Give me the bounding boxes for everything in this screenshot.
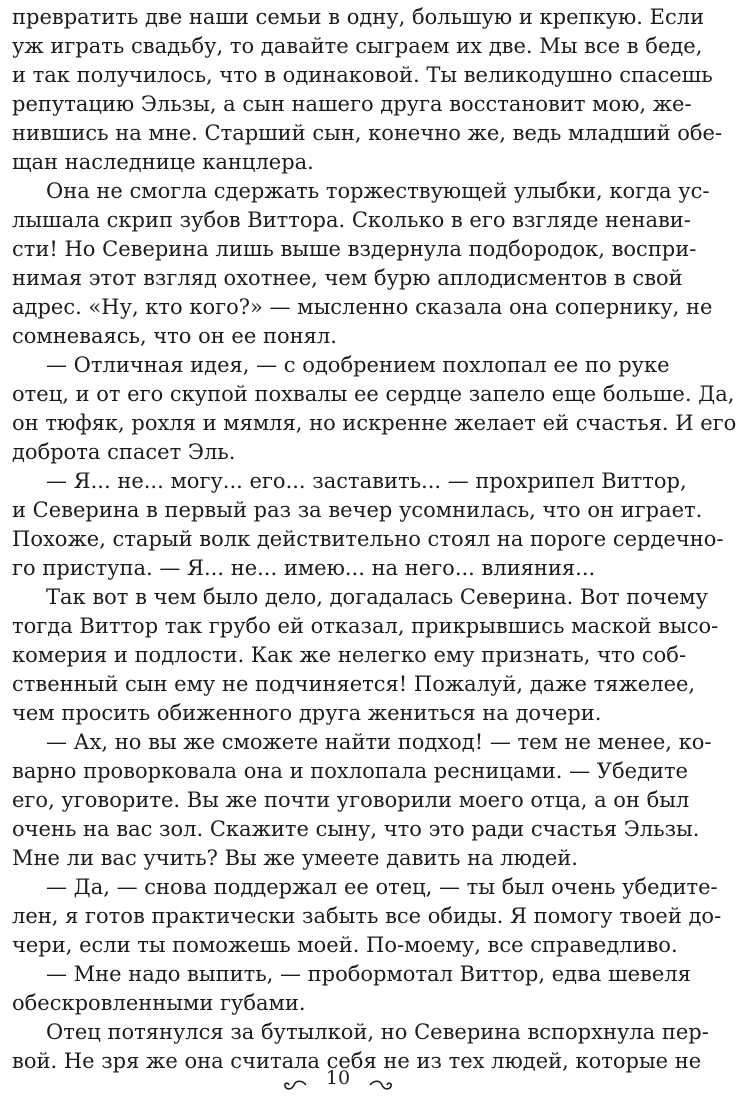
text-line: го приступа. — Я... не... имею... на него... влияния... (12, 556, 596, 580)
text-line: он тюфяк, рохля и мямля, но искренне желает ей счастья. И его (12, 411, 736, 435)
text-line: отец, и от его скупой похвалы ее сердце запело еще больше. Да, (12, 382, 735, 406)
text-line: уж играть свадьбу, то давайте сыграем их две. Мы все в беде, (12, 34, 703, 58)
text-line: превратить две наши семьи в одну, большую и крепкую. Если (12, 5, 705, 29)
text-line: нимая этот взгляд охотнее, чем бурю аплодисментов в свой (12, 266, 683, 290)
text-line: лен, я готов практически забыть все обиды. Я помогу твоей до- (12, 904, 722, 928)
book-page-text (12, 3, 736, 1076)
text-line: нившись на мне. Старший сын, конечно же, ведь младший обе- (12, 121, 723, 145)
text-line: Похоже, старый волк действительно стоял на пороге сердечно- (12, 527, 724, 551)
text-line: доброта спасет Эль. (12, 440, 236, 464)
text-line: Отец потянулся за бутылкой, но Северина вспорхнула пер- (46, 1020, 709, 1044)
text-line: сти! Но Северина лишь выше вздернула подбородок, воспри- (12, 237, 697, 261)
text-line: лышала скрип зубов Виттора. Сколько в его взгляде ненави- (12, 208, 691, 232)
text-line: сомневаясь, что он ее понял. (12, 324, 337, 348)
text-line: обескровленными губами. (12, 991, 306, 1015)
text-line: Мне ли вас учить? Вы же умеете давить на людей. (12, 846, 578, 870)
text-line: вой. Не зря же она считала себя не из тех людей, которые не (12, 1049, 702, 1073)
text-line: Так вот в чем было дело, догадалась Северина. Вот почему (46, 585, 708, 609)
text-line: — Да, — снова поддержал ее отец, — ты был очень убедите- (46, 875, 718, 899)
text-line: — Ах, но вы же сможете найти подход! — тем не менее, ко- (46, 730, 712, 754)
left-flourish-icon (282, 1071, 308, 1085)
text-line: его, уговорите. Вы же почти уговорили моего отца, а он был (12, 788, 690, 812)
text-line: — Отличная идея, — с одобрением похлопал ее по руке (46, 353, 670, 377)
text-line: и так получилось, что в одинаковой. Ты великодушно спасешь (12, 63, 713, 87)
text-line: тогда Виттор так грубо ей отказал, прикрывшись маской высо- (12, 614, 719, 638)
text-line: и Северина в первый раз за вечер усомнилась, что он играет. (12, 498, 703, 522)
text-line: — Мне надо выпить, — пробормотал Виттор, едва шевеля (46, 962, 691, 986)
text-line: Она не смогла сдержать торжествующей улыбки, когда ус- (46, 179, 710, 203)
text-line: комерия и подлости. Как же нелегко ему признать, что соб- (12, 643, 687, 667)
text-line: очень на вас зол. Скажите сыну, что это ради счастья Эльзы. (12, 817, 700, 841)
text-line: адрес. «Ну, кто кого?» — мысленно сказала она сопернику, не (12, 295, 713, 319)
text-line: чем просить обиженного друга жениться на дочери. (12, 701, 602, 725)
text-line: чери, если ты поможешь моей. По-моему, все справедливо. (12, 933, 678, 957)
page-number: 10 (325, 1067, 351, 1089)
page-footer (0, 1062, 676, 1092)
right-flourish-icon (368, 1071, 394, 1085)
text-line: репутацию Эльзы, а сын нашего друга восстановит мою, же- (12, 92, 692, 116)
text-line: варно проворковала она и похлопала ресницами. — Убедите (12, 759, 688, 783)
text-line: — Я... не... могу... его... заставить... — прохрипел Виттор, (46, 469, 687, 493)
text-line: ственный сын ему не подчиняется! Пожалуй, даже тяжелее, (12, 672, 696, 696)
text-line: щан наследнице канцлера. (12, 150, 314, 174)
